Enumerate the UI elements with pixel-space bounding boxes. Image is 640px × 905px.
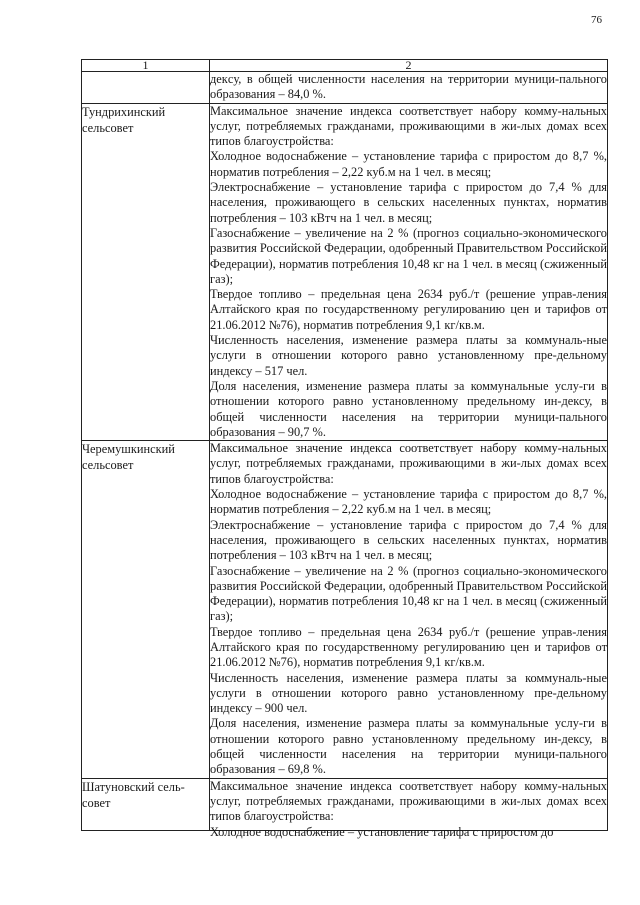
column-header-2: 2 <box>210 60 608 72</box>
description-paragraph: Максимальное значение индекса соответствует набору комму-нальных услуг, потребляемых гражданами, проживающими в жи-лых домах всех типов благоустройства: <box>210 778 607 824</box>
description-paragraph: Холодное водоснабжение – установление тарифа с приростом до 8,7 %, норматив потребления – 2,22 куб.м на 1 чел. в месяц; <box>210 149 607 179</box>
description-paragraph: Газоснабжение – увеличение на 2 % (прогноз социально-экономического развития Российской Федерации, одобренный Правительством Российской Федерации), норматив потребления 10,48 кг на 1 чел. в месяц (сжиженный газ); <box>210 563 607 624</box>
page-number: 76 <box>591 14 602 26</box>
description-paragraph: Доля населения, изменение размера платы за коммунальные услу-ги в отношении которого равно установленному предельному ин-дексу, в общей численности населения на территории муници-пального образования – 69,8 %. <box>210 716 607 777</box>
table-row <box>82 103 608 441</box>
municipality-name: Тундрихинский сельсовет <box>82 103 210 441</box>
municipality-name: Шатуновский сель-совет <box>82 778 210 830</box>
description-paragraph: декcу, в общей численности населения на территории муници-пального образования – 84,0 %. <box>210 72 607 102</box>
description-paragraph: Холодное водоснабжение – установление тарифа с приростом до 8,7 %, норматив потребления – 2,22 куб.м на 1 чел. в месяц; <box>210 487 607 517</box>
column-header-1: 1 <box>82 60 210 72</box>
municipality-description <box>210 103 608 441</box>
description-paragraph: Твердое топливо – предельная цена 2634 руб./т (решение управ-ления Алтайского края по государственному регулированию цен и тарифов от 21.06.2012 №76), норматив потребления 9,1 кг/кв.м. <box>210 624 607 670</box>
description-paragraph: Численность населения, изменение размера платы за коммуналь-ные услуги в отношении которого равно установленному пре-дельному индексу – 900 чел. <box>210 670 607 716</box>
table-row <box>82 441 608 779</box>
table-row <box>82 72 608 104</box>
description-paragraph: Газоснабжение – увеличение на 2 % (прогноз социально-экономического развития Российской Федерации, одобренный Правительством Российской Федерации), норматив потребления 10,48 кг на 1 чел. в месяц (сжиженный газ); <box>210 225 607 286</box>
description-paragraph: Численность населения, изменение размера платы за коммуналь-ные услуги в отношении которого равно установленному пре-дельному индексу – 517 чел. <box>210 333 607 378</box>
municipality-name <box>82 72 210 104</box>
description-paragraph: Электроснабжение – установление тарифа с приростом до 7,4 % для населения, проживающего в сельских населенных пунктах, норматив потребления – 103 кВтч на 1 чел. в месяц; <box>210 517 607 563</box>
description-paragraph: Твердое топливо – предельная цена 2634 руб./т (решение управ-ления Алтайского края по государственному регулированию цен и тарифов от 21.06.2012 №76), норматив потребления 9,1 кг/кв.м. <box>210 287 607 332</box>
description-paragraph: Максимальное значение индекса соответствует набору комму-нальных услуг, потребляемых гражданами, проживающими в жи-лых домах всех типов благоустройства: <box>210 441 607 486</box>
description-paragraph: Электроснабжение – установление тарифа с приростом до 7,4 % для населения, проживающего в сельских населенных пунктах, норматив потребления – 103 кВтч на 1 чел. в месяц; <box>210 180 607 225</box>
description-paragraph: Доля населения, изменение размера платы за коммунальные услу-ги в отношении которого равно установленному предельному ин-дексу, в общей численности населения на территории муници-пального образования – 90,7 %. <box>210 378 607 439</box>
municipality-name: Черемушкинский сельсовет <box>82 441 210 779</box>
municipality-description <box>210 778 608 839</box>
municipality-description <box>210 441 608 779</box>
table-header-row <box>82 60 608 72</box>
table-row <box>82 778 608 830</box>
municipality-description <box>210 72 608 104</box>
description-paragraph: Холодное водоснабжение – установление тарифа с приростом до <box>210 824 554 839</box>
description-paragraph: Максимальное значение индекса соответствует набору комму-нальных услуг, потребляемых гражданами, проживающими в жи-лых домах всех типов благоустройства: <box>210 103 607 149</box>
document-table <box>81 58 608 839</box>
